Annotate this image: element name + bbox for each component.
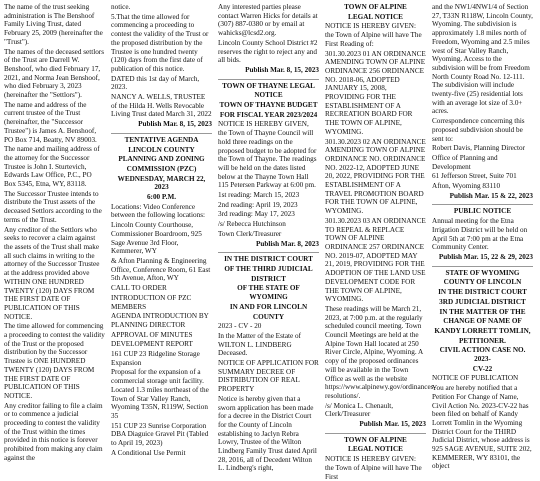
notice-heading: COUNTY OF LINCOLN xyxy=(443,278,522,287)
column-5 xyxy=(432,3,533,471)
notice-heading: STATE OF WYOMING xyxy=(445,268,520,277)
notice-paragraph: 301.30.2023 03 AN ORDINANCE TO REPEAL & REPLACE TOWN OF ALPINE ORDINANCE 257 ORDINANCE NO. 2019-07, ADOPTED MAY 21, 2019, PROVIDING FOR THE ADOPTION OF THE LAND USE DEVELOPMENT CODE FOR THE TOWN OF ALPINE, WYOMING. xyxy=(325,216,426,304)
notice-divider xyxy=(218,79,319,80)
notice-heading: COMMISSION (PZC) xyxy=(126,164,197,173)
notice-heading: 6:00 P.M. xyxy=(146,193,177,202)
notice-heading: TENTATIVE AGENDA xyxy=(124,135,199,144)
notice-paragraph: Office of Planning and Development xyxy=(432,153,498,171)
notice-divider xyxy=(325,433,426,434)
notice-heading: CV-22 xyxy=(472,364,493,373)
notice-paragraph: and the NW1/4NW1/4 of Section 27, T33N R118W, Lincoln County, Wyoming. The subdivision is approximately 1.8 miles north of Freedom, Wyoming and 2.5 miles west of Star Valley Ranch, Wyoming. Access to the subdivision will be from Freedom North County Road No. 12-111. The subdivision will include twenty-five (25) residential lots with an average lot size of 3.0+ acres. xyxy=(432,3,533,116)
notice-paragraph: In the Matter of the Estate of WILTON L. LINDBERG Deceased. xyxy=(218,331,302,358)
notice-paragraph: Any interested parties please contact Warren Hicks for details at (307) 887-0380 or by email at wahicks@lcsd2.org. xyxy=(218,3,318,38)
column-2 xyxy=(111,3,212,457)
notice-heading: IN THE MATTER OF THE xyxy=(439,307,526,316)
notice-paragraph: The time allowed for commencing a proceeding to contest the validity of the Trust or the proposed distribution by the Successor Trustee is ONE HUNDRED TWENTY (120) DAYS FROM THE FIRST DATE OF PUBLICATION OF THIS NOTICE. xyxy=(4,322,105,400)
notice-paragraph: Lincoln County School District #2 reserves the right to reject any and all bids. xyxy=(218,38,318,65)
notice-heading: TOWN OF THAYNE BUDGET xyxy=(219,101,318,110)
notice-heading: TOWN OF ALPINE xyxy=(344,3,407,11)
publish-dates: Publish Mar. 8, 2023 xyxy=(255,239,319,248)
notice-paragraph: The Successor Trustee intends to distribute the Trust assets of the deceased Settlors according to the terms of the Trust. xyxy=(4,189,102,224)
notice-paragraph: 1st reading: March 15, 2023 xyxy=(218,191,300,200)
column-3 xyxy=(218,3,319,473)
notice-heading: LINCOLN COUNTY xyxy=(128,145,195,154)
notice-paragraph: APPROVAL OF MINUTES xyxy=(111,330,193,339)
notice-paragraph: NOTICE IS HEREBY GIVEN: the Town of Alpine will have The First Reading of: xyxy=(325,22,422,48)
notice-paragraph: A Conditional Use Permit xyxy=(111,448,186,457)
notice-heading: KANDY LORRETT TOMLIN, xyxy=(434,326,531,335)
notice-paragraph: NANCY A. WELLS, TRUSTEE of the Hilda H. Wells Revocable Living Trust dated March 31, 2022 xyxy=(111,93,212,119)
publish-dates: Publish Mar. 15, 2023 xyxy=(359,420,426,429)
notice-heading: TOWN OF ALPINE xyxy=(344,435,407,444)
notice-heading: LEGAL NOTICE xyxy=(348,445,403,454)
notice-heading: IN AND FOR LINCOLN xyxy=(229,302,308,311)
notice-paragraph: Any creditor of the Settlors who seeks to recover a claim against the assets of the Trust shall make all such claims in writing to the attorney of the Successor Trustee at the address provided above WITHIN ONE HUNDRED TWENTY (120) DAYS FROM THE FIRST DATE OF PUBLICATION OF THIS NOTICE. xyxy=(4,225,100,321)
notice-paragraph: Any creditor failing to file a claim or to commence a judicial proceeding to contest the validity of the Trust within the times provided in this notice is forever prohibited from making any claim against the xyxy=(4,401,103,462)
publish-dates: Publish Mar. 15 & 22, 2023 xyxy=(449,191,533,200)
column-4 xyxy=(325,3,436,481)
notice-heading: IN THE DISTRICT COURT xyxy=(438,288,527,297)
notice-paragraph: 3rd reading: May 17, 2023 xyxy=(218,210,295,219)
notice-paragraph: NOTICE IS HEREBY GIVEN, the Town of Thayne Council will hold three readings on the proposed budget to be adopted for the Town of Thayne. The readings will be held on the dates listed below at the Thayne Town Hall 115 Petersen Parkway at 6:00 pm. xyxy=(218,120,317,190)
notice-heading: TOWN OF THAYNE LEGAL xyxy=(222,81,315,90)
notice-paragraph: The names of the deceased settlors of the Trust are Darrell W. Benshoof, who died February 17, 2021, and Norma Jean Benshoof, who died February 3, 2023 (hereinafter the "Settlors"). xyxy=(4,47,104,100)
notice-paragraph: Notice is hereby given that a sworn application has been made for a decree in the District Court for the County of Lincoln establishing to Jaclyn Rebra Lowry, Trustee of the Wilton Lindberg Family Trust dated April 28, 2016, all of Decedent Wilton L. Lindberg's right, xyxy=(218,394,317,473)
notice-paragraph: The name of the trust seeking administration is The Benshoof Family Living Trust, dated February 25, 2009 (hereinafter the "Trust"). xyxy=(4,3,103,46)
notice-heading: NOTICE xyxy=(254,91,283,100)
publish-dates: Publish Mar. 8, 15, 2023 xyxy=(138,120,212,129)
notice-heading: WEDNESDAY, MARCH 22, 2023 xyxy=(117,174,206,192)
notice-paragraph: NOTICE IS HEREBY GIVEN: the Town of Alpine will have The First xyxy=(325,455,422,481)
notice-heading: OF THE THIRD JUDICIAL xyxy=(224,264,313,273)
notice-divider xyxy=(218,252,319,253)
notice-paragraph: 301.30.2023 01 AN ORDINANCE AMENDING TOWN OF ALPINE ORDINANCE 256 ORDINANCE NO. 2018-06, ADOPTED JANUARY 15, 2008, PROVIDING FOR THE ESTABLISHMENT OF A RECREATION BOARD FOR THE TOWN OF ALPINE, WYOMING. xyxy=(325,49,426,136)
notice-paragraph: Afton, Wyoming 83110 xyxy=(432,182,501,191)
notice-paragraph: Locations: Video Conference between the following locations: xyxy=(111,202,206,220)
notice-paragraph: INTRODUCTION OF PZC MEMBERS xyxy=(111,293,192,311)
notice-heading: CIVIL ACTION CASE NO. 2023- xyxy=(439,346,526,364)
notice-paragraph: These readings will be March 21, 2023, at 7:00 p.m. at the regularly scheduled council meeting. Town Council Meetings are held at the Alpine Town Hall located at 250 River Circle, Alpine, Wyoming. A copy of the proposed ordinances will be available in the Town Office as well as the website https://www.alpinewy.gov/ordinances-resolutions/. xyxy=(325,304,436,400)
notice-heading: DISTRICT xyxy=(251,274,286,283)
notice-paragraph: 61 Jefferson Street, Suite 701 xyxy=(432,172,517,181)
publish-dates: Publish Mar. 8, 15, 2023 xyxy=(245,65,319,74)
notice-paragraph: AGENDA INTRODUCTION BY PLANNING DIRECTOR xyxy=(111,312,209,329)
notice-heading: PETITIONER. xyxy=(459,336,506,345)
notice-paragraph: 301.30.2023 02 AN ORDINANCE AMENDING TOWN OF ALPINE ORDINANCE NO. ORDINANCE NO. 2022-12, ADOPTED JUNE 20, 2022, PROVIDING FOR THE ESTABLISHMENT OF A TRAVEL PROMOTION BOARD FOR THE TOWN OF ALPINE, WYOMING. xyxy=(325,137,426,216)
notice-heading: FOR FISCAL YEAR 2023/2024 xyxy=(219,110,318,119)
notice-paragraph: Robert Davis, Planning Director xyxy=(432,144,526,153)
notice-paragraph: /s/ Rebecca Hutchinson xyxy=(218,220,286,229)
notice-heading: CHANGE OF NAME OF xyxy=(443,317,522,326)
notice-paragraph: Lincoln County Courthouse, Commissioner Boardroom, 925 Sage Avenue 3rd Floor, Kemmerer, WY xyxy=(111,221,202,256)
notice-paragraph: 5.That the time allowed for commencing a proceeding to contest the validity of the Trust or the proposed distribution by the Trustee is one hundred twenty (120) days from the first date of publication of this notice. xyxy=(111,12,209,73)
notice-paragraph: The name and address of the current trustee of the Trust (hereinafter, the "Successor Trustee") is James A. Benshoof, PO Box 714, Beatty, NV 89003. xyxy=(4,100,97,144)
notice-paragraph: Town Clerk/Treasurer xyxy=(218,229,282,238)
notice-heading: OF THE STATE OF WYOMING xyxy=(237,284,300,302)
notice-heading: PUBLIC NOTICE xyxy=(453,207,512,216)
notice-heading: IN THE DISTRICT COURT xyxy=(224,255,313,264)
notice-paragraph: notice. xyxy=(111,3,131,11)
notice-paragraph: You are hereby notified that a Petition For Change of Name, Civil Action No. 2023-CV-22 has been filed on behalf of Kandy Lorrett Tomlin in the Wyoming District Court for the THIRD Judicial District, whose address is 925 SAGE AVENUE, SUITE 202, KEMMERER, WY 83101, the object xyxy=(432,384,532,471)
notice-paragraph: 151 CUP 23 Sunrise Corporation DBA Diaguice Gravel Pit (Tabled to April 19, 2023) xyxy=(111,421,209,448)
notice-paragraph: 161 CUP 23 Ridgeline Storage Expansion xyxy=(111,350,200,367)
notice-paragraph: /s/ Monica L. Chenault, Clerk/Treasurer xyxy=(325,401,394,419)
notice-columns xyxy=(4,3,536,481)
notice-paragraph: 2023 - CV - 20 xyxy=(218,322,262,331)
notice-paragraph: Annual meeting for the Etna Irrigation District will be held on April 5th at 7:00 pm at the Etna Community Center. xyxy=(432,217,528,252)
notice-paragraph: DEVELOPMENT REPORT xyxy=(111,340,193,349)
notice-paragraph: NOTICE OF PUBLICATION xyxy=(432,374,519,383)
notice-paragraph: The name and mailing address of the attorney for the Successor Trustee is John I. Sturtevich, Edwards Law Office, P.C., PO Box 5345, Etna, WY, 83118. xyxy=(4,145,100,189)
notice-heading: PLANNING AND ZONING xyxy=(118,155,205,164)
notice-paragraph: 2nd reading: April 19, 2023 xyxy=(218,200,298,209)
notice-paragraph: NOTICE OF APPLICATION FOR SUMMARY DECREE OF DISTRIBUTION OF REAL PROPERTY xyxy=(218,359,319,394)
notice-paragraph: CALL TO ORDER xyxy=(111,284,167,293)
notice-divider xyxy=(432,204,533,205)
notice-divider xyxy=(111,133,212,134)
notice-paragraph: Correspondence concerning this proposed subdivision should be sent to: xyxy=(432,117,525,143)
notice-paragraph: & Afton Planning & Engineering Office, Conference Room, 61 East 5th Avenue, Afton, WY xyxy=(111,256,211,283)
column-1 xyxy=(4,3,105,462)
notice-heading: LEGAL NOTICE xyxy=(348,12,403,21)
notice-paragraph: DATED this 1st day of March, 2023. xyxy=(111,74,200,92)
publish-dates: Publish Mar. 15, 22 & 29, 2023 xyxy=(438,252,533,261)
notice-divider xyxy=(432,266,533,267)
notice-heading: COUNTY xyxy=(252,312,285,321)
notice-heading: 3RD JUDICIAL DISTRICT xyxy=(439,297,526,306)
notice-paragraph: Proposal for the expansion of a commercial storage unit facility. Located 1.3 miles northeast of the Town of Star Valley Ranch, Wyoming T35N, R119W, Section 35 xyxy=(111,368,209,420)
